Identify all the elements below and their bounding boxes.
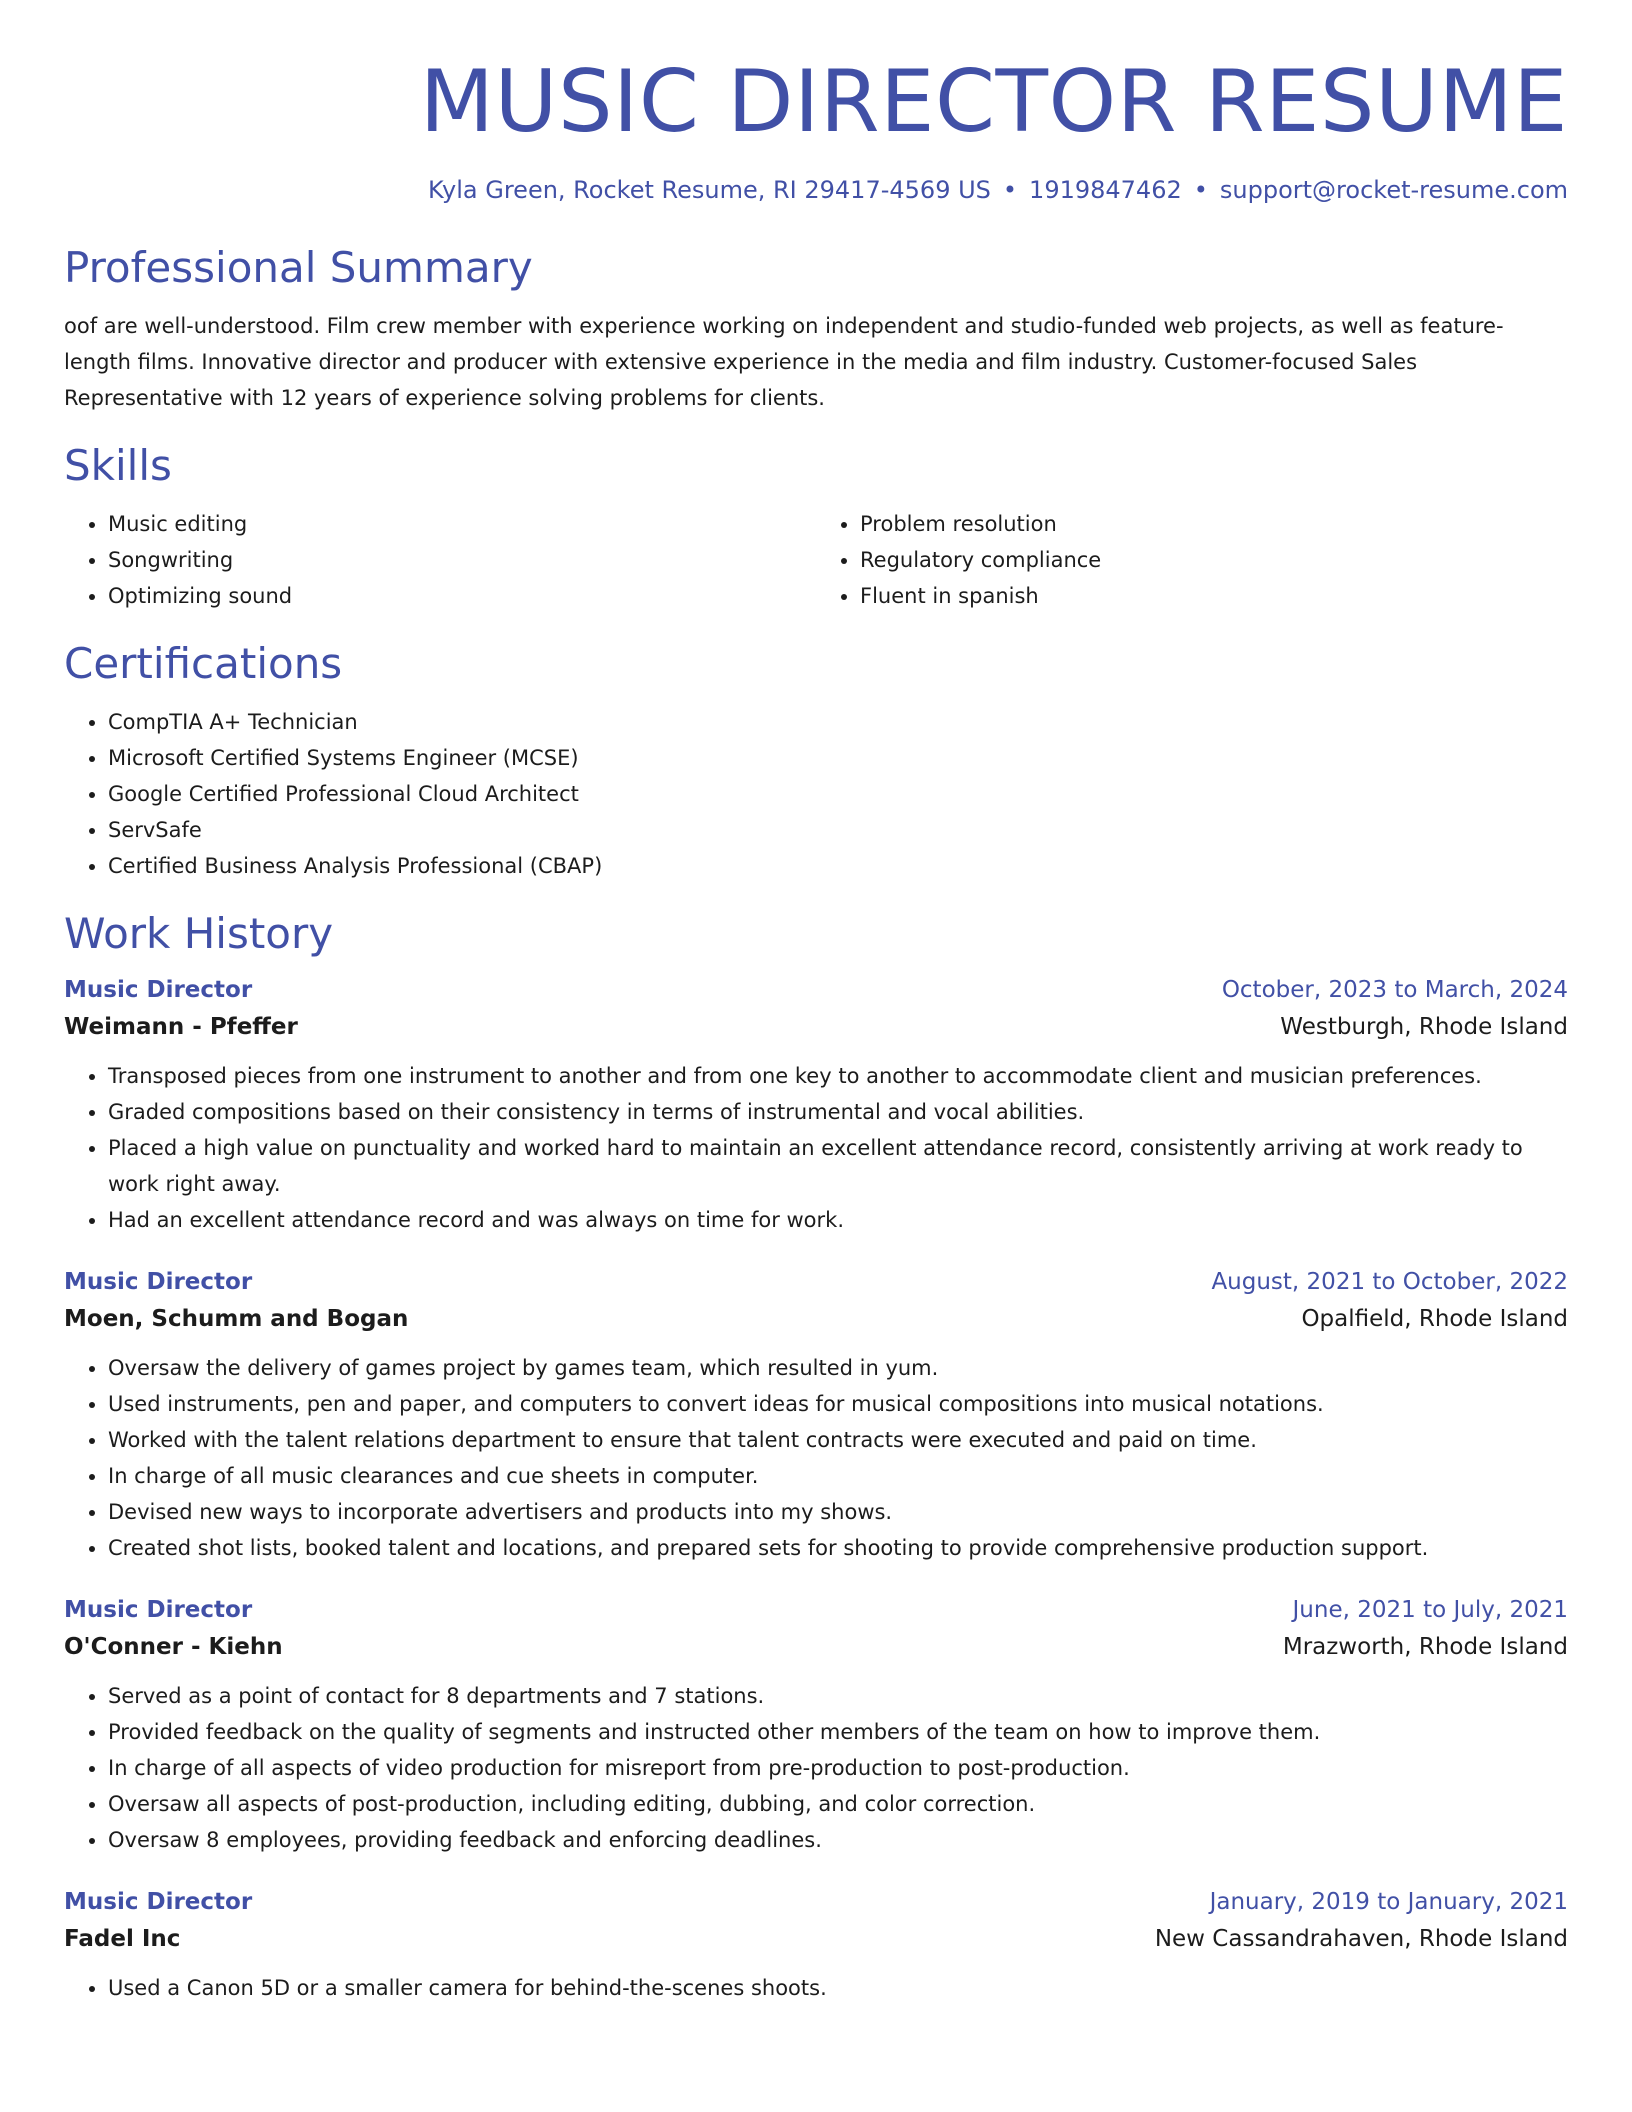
job-subheader-row — [64, 1300, 1568, 1338]
certification-item: • CompTIA A+ Technician — [108, 704, 1568, 740]
job-role: Music Director — [64, 977, 253, 1003]
skill-item: • Music editing — [108, 506, 816, 542]
skills-list-left — [64, 506, 816, 614]
certification-item: • Google Certified Professional Cloud Architect — [108, 776, 1568, 812]
contact-email[interactable]: support@rocket-resume.com — [1219, 176, 1568, 204]
job-bullet: • Worked with the talent relations department to ensure that talent contracts were executed and paid on time. — [108, 1422, 1568, 1458]
job-bullet: • Transposed pieces from one instrument to another and from one key to another to accommodate client and musician preferences. — [108, 1058, 1568, 1094]
work-history-section — [64, 908, 1568, 2006]
contact-separator: • — [1002, 176, 1018, 204]
certifications-section — [64, 638, 1568, 884]
skills-section — [64, 440, 1568, 614]
summary-heading: Professional Summary — [64, 243, 533, 292]
job-bullet: • Oversaw 8 employees, providing feedback and enforcing deadlines. — [108, 1822, 1568, 1858]
job-bullets — [64, 1350, 1568, 1566]
job-entry — [64, 1264, 1568, 1566]
job-bullets — [64, 1058, 1568, 1238]
job-company: Fadel Inc — [64, 1926, 181, 1952]
job-dates: August, 2021 to October, 2022 — [1211, 1269, 1568, 1295]
job-dates: January, 2019 to January, 2021 — [1209, 1889, 1568, 1915]
certification-item: • Certified Business Analysis Professional (CBAP) — [108, 848, 1568, 884]
job-location: Opalfield, Rhode Island — [1301, 1306, 1568, 1332]
job-bullet: • Created shot lists, booked talent and locations, and prepared sets for shooting to provide comprehensive production support. — [108, 1530, 1568, 1566]
job-dates: June, 2021 to July, 2021 — [1292, 1597, 1568, 1623]
skill-item: • Songwriting — [108, 542, 816, 578]
job-header-row — [64, 1264, 1568, 1300]
job-entry — [64, 972, 1568, 1238]
job-bullets — [64, 1678, 1568, 1858]
resume-title: MUSIC DIRECTOR RESUME — [419, 52, 1568, 152]
job-bullet: • In charge of all aspects of video production for misreport from pre-production to post-production. — [108, 1750, 1568, 1786]
contact-phone: 1919847462 — [1029, 176, 1182, 204]
job-bullet: • Had an excellent attendance record and was always on time for work. — [108, 1202, 1568, 1238]
job-bullet: • Devised new ways to incorporate advertisers and products into my shows. — [108, 1494, 1568, 1530]
job-bullet: • Graded compositions based on their consistency in terms of instrumental and vocal abilities. — [108, 1094, 1568, 1130]
certification-item: • ServSafe — [108, 812, 1568, 848]
job-location: Westburgh, Rhode Island — [1280, 1014, 1568, 1040]
job-bullet: • Placed a high value on punctuality and worked hard to maintain an excellent attendance record, consistently arriving at work ready to work right away. — [108, 1130, 1568, 1202]
skill-item: • Regulatory compliance — [860, 542, 1568, 578]
job-role: Music Director — [64, 1597, 253, 1623]
contact-separator: • — [1193, 176, 1208, 204]
job-subheader-row — [64, 1008, 1568, 1046]
job-bullet: • Used instruments, pen and paper, and computers to convert ideas for musical compositions into musical notations. — [108, 1386, 1568, 1422]
job-company: O'Conner - Kiehn — [64, 1634, 283, 1660]
job-subheader-row — [64, 1628, 1568, 1666]
job-dates: October, 2023 to March, 2024 — [1221, 977, 1568, 1003]
job-location: New Cassandrahaven, Rhode Island — [1154, 1926, 1568, 1952]
skill-item: • Problem resolution — [860, 506, 1568, 542]
job-role: Music Director — [64, 1889, 253, 1915]
job-entry — [64, 1884, 1568, 2006]
job-bullet: • Oversaw the delivery of games project by games team, which resulted in yum. — [108, 1350, 1568, 1386]
job-role: Music Director — [64, 1269, 253, 1295]
job-company: Weimann - Pfeffer — [64, 1014, 298, 1040]
skills-heading: Skills — [64, 441, 172, 490]
certifications-list — [64, 704, 1568, 884]
work-history-heading: Work History — [64, 909, 334, 958]
job-company: Moen, Schumm and Bogan — [64, 1306, 409, 1332]
job-bullet: • Used a Canon 5D or a smaller camera for behind-the-scenes shoots. — [108, 1970, 1568, 2006]
job-bullet: • Provided feedback on the quality of segments and instructed other members of the team on how to improve them. — [108, 1714, 1568, 1750]
skill-item: • Fluent in spanish — [860, 578, 1568, 614]
contact-line — [64, 174, 1568, 206]
job-bullets — [64, 1970, 1568, 2006]
job-header-row — [64, 1884, 1568, 1920]
summary-text: oof are well-understood. Film crew member with experience working on independent and studio-funded web projects, as well as feature-length films. Innovative director and producer with extensive experience in the media and film industry. Customer-focused Sales Representative with 12 years of experience solving problems for clients. — [64, 314, 1504, 410]
skills-columns — [64, 492, 1568, 614]
job-bullet: • In charge of all music clearances and cue sheets in computer. — [108, 1458, 1568, 1494]
job-bullet: • Oversaw all aspects of post-production, including editing, dubbing, and color correction. — [108, 1786, 1568, 1822]
job-header-row — [64, 972, 1568, 1008]
skills-list-right — [816, 506, 1568, 614]
skill-item: • Optimizing sound — [108, 578, 816, 614]
contact-address: Kyla Green, Rocket Resume, RI 29417-4569 US — [428, 176, 991, 204]
job-entry — [64, 1592, 1568, 1858]
job-bullet: • Served as a point of contact for 8 departments and 7 stations. — [108, 1678, 1568, 1714]
job-location: Mrazworth, Rhode Island — [1282, 1634, 1568, 1660]
certification-item: • Microsoft Certified Systems Engineer (MCSE) — [108, 740, 1568, 776]
job-header-row — [64, 1592, 1568, 1628]
certifications-heading: Certifications — [64, 639, 343, 688]
job-subheader-row — [64, 1920, 1568, 1958]
